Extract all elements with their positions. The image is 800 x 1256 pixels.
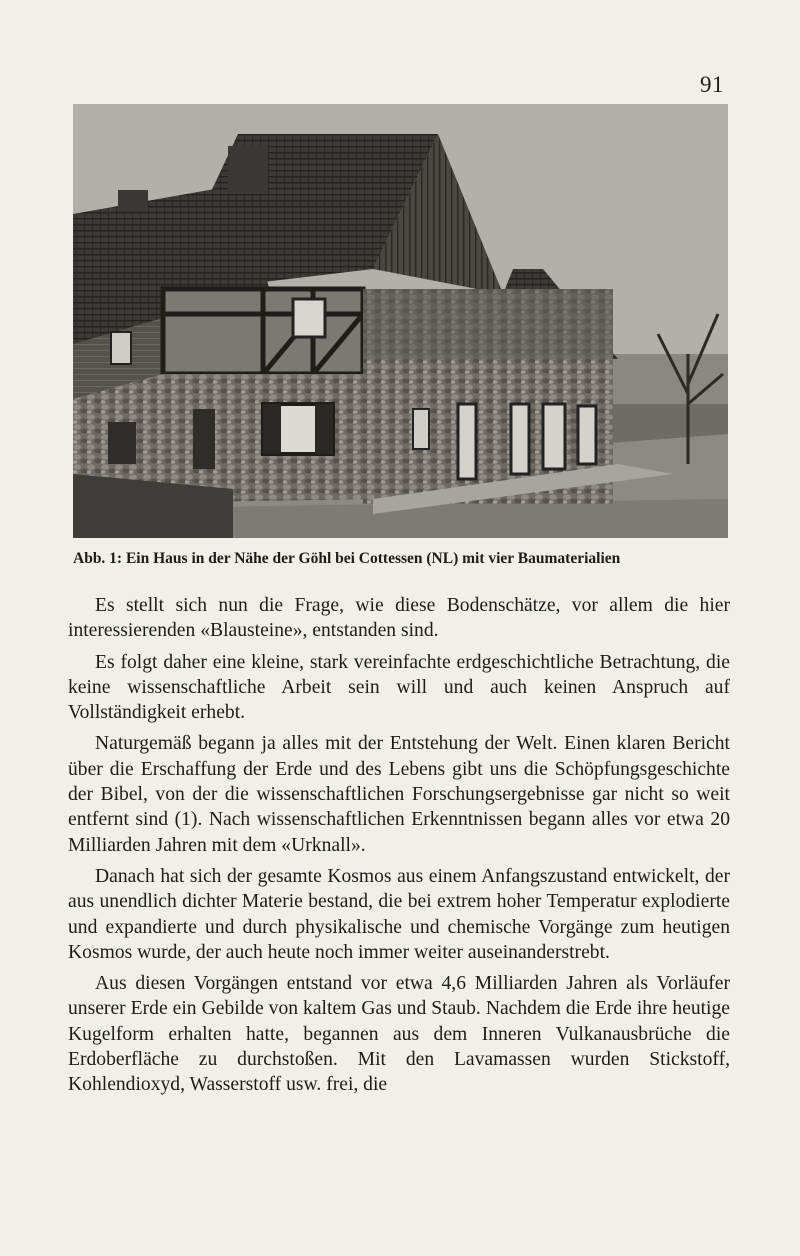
paragraph: Es folgt daher eine kleine, stark vereinfachte erdgeschichtliche Betrachtung, die keine wissenschaftliche Arbeit sein will und auch keinen Anspruch auf Vollständigkeit erhebt.: [68, 651, 730, 724]
paragraph: Danach hat sich der gesamte Kosmos aus einem Anfangszustand entwickelt, der aus unendlich dichter Materie bestand, die bei extrem hoher Temperatur explodierte und expandierte und durch physikalische und chemische Vorgänge zum heutigen Kosmos wurde, der auch heute noch immer weiter auseinanderstrebt.: [68, 865, 730, 963]
paragraph: Aus diesen Vorgängen entstand vor etwa 4,6 Milliarden Jahren als Vorläufer unserer Erde ein Gebilde von kaltem Gas und Staub. Nachdem die Erde ihre heutige Kugelform erhalten hatte, begannen aus dem Inneren Vulkanausbrüche die Erdoberfläche zu durchstoßen. Mit den Lavamassen wurden Stickstoff, Kohlendioxyd, Wasserstoff usw. frei, die: [68, 973, 730, 1096]
body-text: [68, 593, 730, 1098]
paragraph: Naturgemäß begann ja alles mit der Entstehung der Welt. Einen klaren Bericht über die Erschaffung der Erde und des Lebens gibt uns die Schöpfungsgeschichte der Bibel, von der die wissenschaftlichen Forschungsergebnisse gar nicht so weit entfernt sind (1). Nach wissenschaftlichen Erkenntnissen begann alles vor etwa 20 Milliarden Jahren mit dem «Urknall».: [68, 733, 730, 856]
paragraph: Es stellt sich nun die Frage, wie diese Bodenschätze, vor allem die hier interessierenden «Blausteine», entstanden sind.: [68, 595, 730, 642]
figure-caption: Abb. 1: Ein Haus in der Nähe der Göhl bei Cottessen (NL) mit vier Baumaterialien: [73, 550, 621, 567]
figure-photo-house: [73, 104, 728, 538]
page-number: 91: [700, 72, 724, 97]
house-photo-illustration: [73, 104, 728, 538]
